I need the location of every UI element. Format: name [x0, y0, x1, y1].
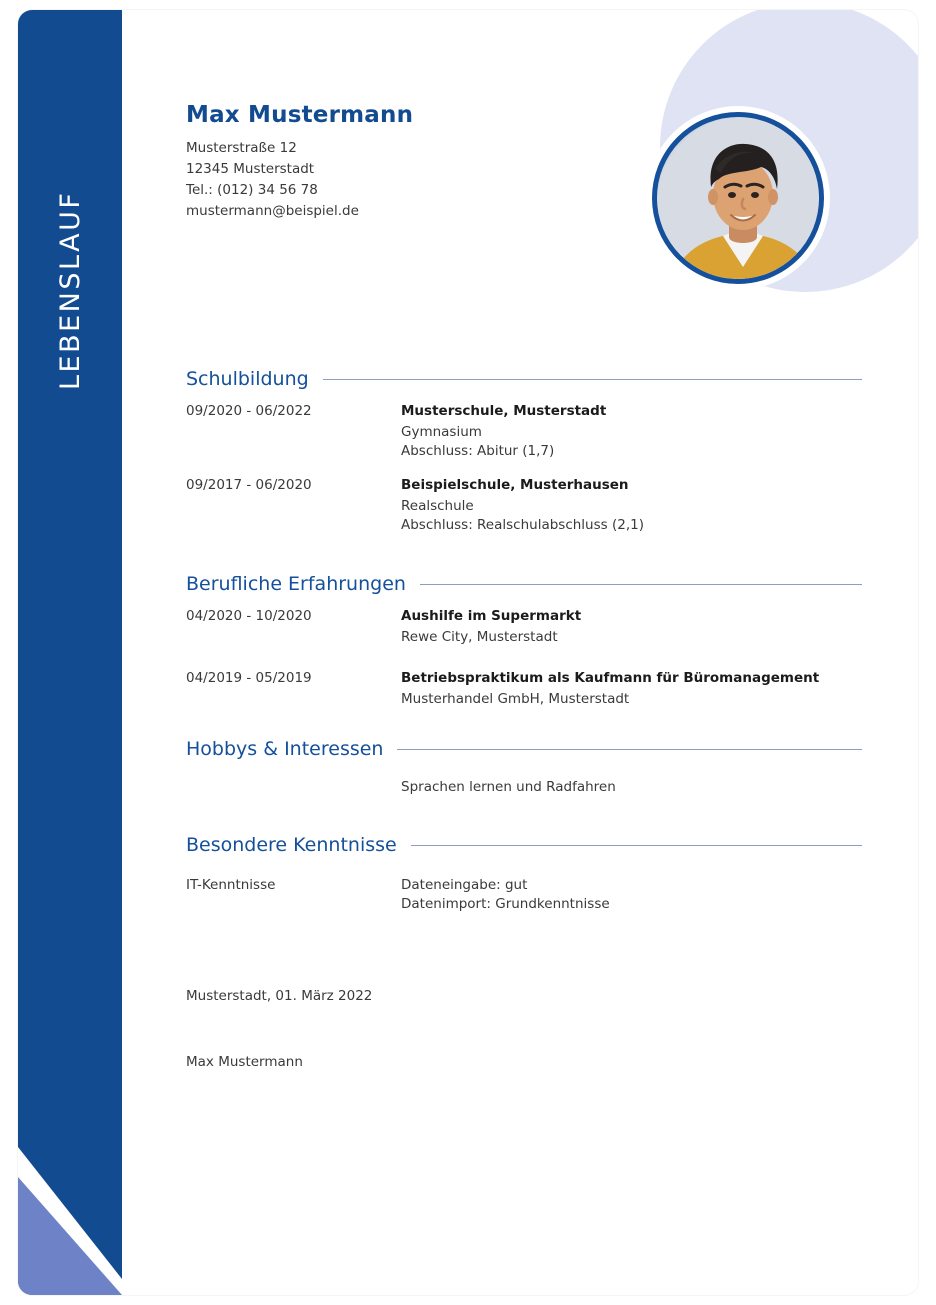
section-hobbys [186, 738, 862, 812]
entry-body [401, 778, 862, 797]
entry-line: Gymnasium [401, 424, 482, 440]
section-rule [420, 584, 862, 585]
contact-city: 12345 Musterstadt [186, 161, 315, 177]
sidebar-title: LEBENSLAUF [54, 190, 86, 390]
entry [186, 402, 862, 461]
entry-body [401, 607, 862, 647]
entry-line: Rewe City, Musterstadt [401, 629, 558, 645]
entry-body [401, 402, 862, 461]
candidate-name: Max Mustermann [186, 102, 414, 128]
entry-title: Beispielschule, Musterhausen [401, 477, 629, 493]
entry-line: Abschluss: Realschulabschluss (2,1) [401, 517, 644, 533]
avatar-photo [657, 117, 819, 279]
entry-title: Aushilfe im Supermarkt [401, 608, 582, 624]
entry-line: Datenimport: Grundkenntnisse [401, 896, 610, 912]
section-rule [411, 845, 862, 846]
section-header [186, 738, 862, 760]
entry-date: 09/2017 - 06/2020 [186, 477, 312, 493]
avatar [646, 106, 830, 290]
entry [186, 669, 862, 709]
entry-body [401, 669, 862, 709]
contact-phone: Tel.: (012) 34 56 78 [186, 182, 318, 198]
entry [186, 876, 862, 914]
section-besondere-kenntnisse [186, 834, 862, 929]
entry [186, 778, 862, 797]
section-header [186, 573, 862, 595]
contact-email: mustermann@beispiel.de [186, 203, 359, 219]
entry-date: 04/2020 - 10/2020 [186, 608, 312, 624]
entry-line: Musterhandel GmbH, Musterstadt [401, 691, 630, 707]
section-title: Berufliche Erfahrungen [186, 573, 406, 595]
entry-date: 04/2019 - 05/2019 [186, 670, 312, 686]
contact-block [186, 138, 359, 222]
section-header [186, 368, 862, 390]
section-title: Hobbys & Interessen [186, 738, 384, 760]
portrait-illustration [657, 117, 819, 279]
contact-street: Musterstraße 12 [186, 140, 297, 156]
entry-title: Musterschule, Musterstadt [401, 403, 607, 419]
entry-date: 09/2020 - 06/2022 [186, 403, 312, 419]
section-berufliche-erfahrungen [186, 573, 862, 724]
section-rule [323, 379, 862, 380]
section-header [186, 834, 862, 856]
entry-line: Abschluss: Abitur (1,7) [401, 443, 555, 459]
sidebar-title-wrap [18, 90, 122, 390]
entry-date [186, 778, 401, 797]
entry-line: Realschule [401, 498, 474, 514]
avatar-ring [652, 112, 824, 284]
entry [186, 476, 862, 535]
entry-date: IT-Kenntnisse [186, 877, 276, 893]
entry-title: Betriebspraktikum als Kaufmann für Büromanagement [401, 670, 820, 686]
entry-body [401, 876, 862, 914]
entry [186, 607, 862, 647]
entry-body [401, 476, 862, 535]
signature: Max Mustermann [186, 1054, 303, 1070]
section-rule [397, 749, 862, 750]
entry-line: Sprachen lernen und Radfahren [401, 779, 616, 795]
section-schulbildung [186, 368, 862, 550]
section-title: Schulbildung [186, 368, 309, 390]
entry-line: Dateneingabe: gut [401, 877, 528, 893]
sidebar-band [18, 10, 122, 1295]
resume-sheet [18, 10, 918, 1295]
place-and-date: Musterstadt, 01. März 2022 [186, 988, 373, 1004]
resume-content [122, 10, 918, 1295]
section-title: Besondere Kenntnisse [186, 834, 397, 856]
